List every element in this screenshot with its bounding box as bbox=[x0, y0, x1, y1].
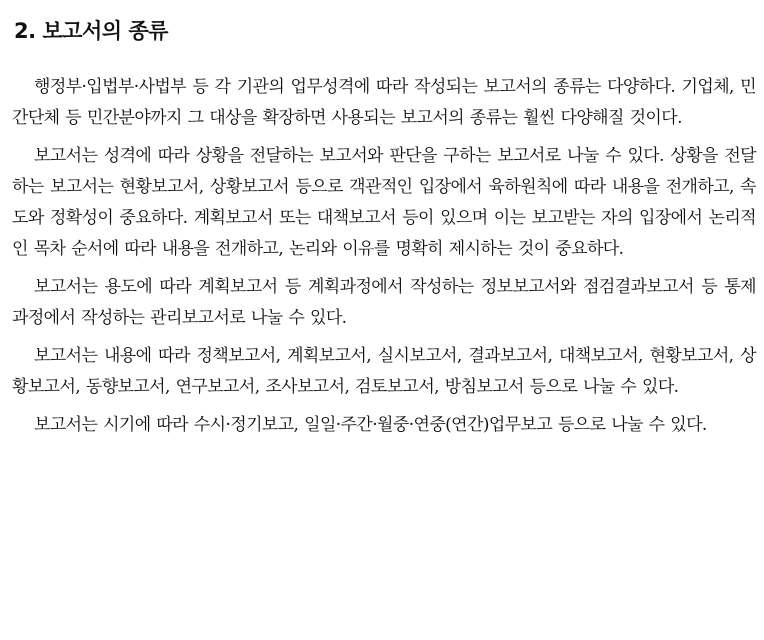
section-heading: 2. 보고서의 종류 bbox=[14, 19, 168, 43]
paragraph-report-types-intro: 행정부·입법부·사법부 등 각 기관의 업무성격에 따라 작성되는 보고서의 종류는 다양하다. 기업체, 민간단체 등 민간분야까지 그 대상을 확장하면 사용되는 보고서의 종류는 훨씬 다양해질 것이다. bbox=[12, 77, 756, 128]
document-page bbox=[12, 16, 756, 448]
paragraph-by-nature: 보고서는 성격에 따라 상황을 전달하는 보고서와 판단을 구하는 보고서로 나눌 수 있다. 상황을 전달하는 보고서는 현황보고서, 상황보고서 등으로 객관적인 입장에서 육하원칙에 따라 내용을 전개하고, 속도와 정확성이 중요하다. 계획보고서 또는 대책보고서 등이 있으며 이는 보고받는 자의 입장에서 논리적인 목차 순서에 따라 내용을 전개하고, 논리와 이유를 명확히 제시하는 것이 중요하다. bbox=[12, 146, 756, 259]
paragraph-by-content: 보고서는 내용에 따라 정책보고서, 계획보고서, 실시보고서, 결과보고서, 대책보고서, 현황보고서, 상황보고서, 동향보고서, 연구보고서, 조사보고서, 검토보고서, 방침보고서 등으로 나눌 수 있다. bbox=[12, 346, 756, 397]
paragraph-by-purpose: 보고서는 용도에 따라 계획보고서 등 계획과정에서 작성하는 정보보고서와 점검결과보고서 등 통제과정에서 작성하는 관리보고서로 나눌 수 있다. bbox=[12, 277, 756, 328]
paragraph-by-timing: 보고서는 시기에 따라 수시·정기보고, 일일·주간·월중·연중(연간)업무보고 등으로 나눌 수 있다. bbox=[34, 415, 707, 435]
